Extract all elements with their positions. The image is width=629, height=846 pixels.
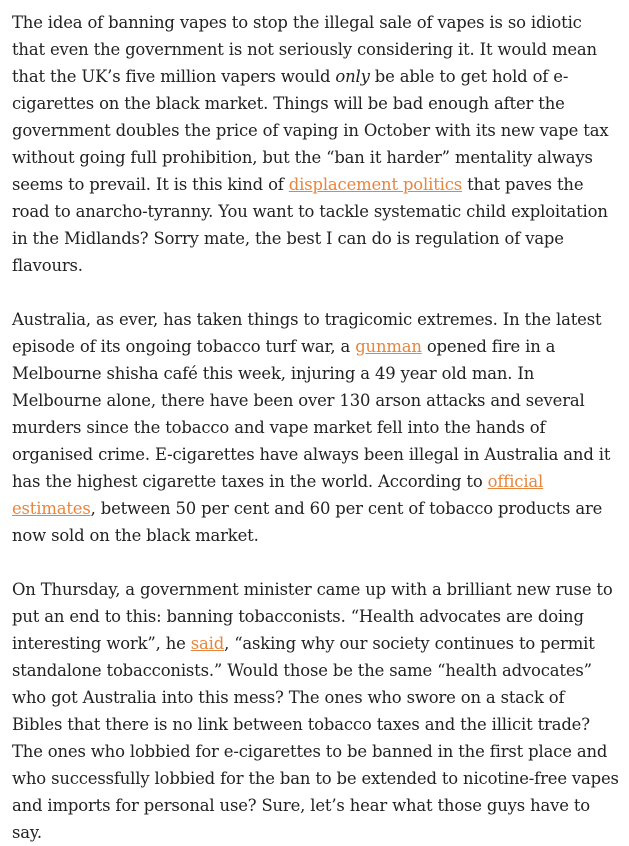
paragraph-vape-ban: [12, 9, 619, 279]
link-said[interactable]: said: [190, 634, 225, 653]
link-official-estimates[interactable]: official estimates: [12, 472, 544, 518]
paragraph-text: opened fire in a Melbourne shisha café this week, injuring a 49 year old man. In Melbourne alone, there have been over 130 arson attacks and several murders since the tobacco and vape market fell into the hands of organised crime. E-cigarettes have always been illegal in Australia and it has the highest cigarette taxes in the world. According to: [12, 337, 611, 491]
paragraph-text: be able to get hold of e-cigarettes on the black market. Things will be bad enough after the government doubles the price of vaping in October with its new vape tax without going full prohibition, but the “ban it harder” mentality always seems to prevail. It is this kind of: [12, 67, 609, 194]
link-displacement-politics[interactable]: displacement politics: [288, 175, 463, 194]
paragraph-text: that paves the road to anarcho-tyranny. You want to tackle systematic child exploitation in the Midlands? Sorry mate, the best I can do is regulation of vape flavours.: [12, 175, 608, 275]
paragraph-tobacconists: [12, 576, 619, 846]
paragraph-text: Australia, as ever, has taken things to tragicomic extremes. In the latest episode of its ongoing tobacco turf war, a: [12, 310, 602, 356]
link-gunman[interactable]: gunman: [355, 337, 422, 356]
paragraph-text: , “asking why our society continues to permit standalone tobacconists.” Would those be the same “health advocates” who got Australia into this mess? The ones who swore on a stack of Bibles that there is no link between tobacco taxes and the illicit trade? The ones who lobbied for e-cigarettes to be banned in the first place and who successfully lobbied for the ban to be extended to nicotine-free vapes and imports for personal use? Sure, let’s hear what those guys have to say.: [12, 634, 619, 842]
emphasis-only: only: [335, 67, 370, 86]
paragraph-text: On Thursday, a government minister came up with a brilliant new ruse to put an end to this: banning tobacconists. “Health advocates are doing interesting work”, he: [12, 580, 613, 653]
paragraph-australia: [12, 306, 619, 549]
paragraph-text: The idea of banning vapes to stop the illegal sale of vapes is so idiotic that even the government is not seriously considering it. It would mean that the UK’s five million vapers would: [12, 13, 597, 86]
paragraph-text: , between 50 per cent and 60 per cent of tobacco products are now sold on the black market.: [12, 499, 603, 545]
